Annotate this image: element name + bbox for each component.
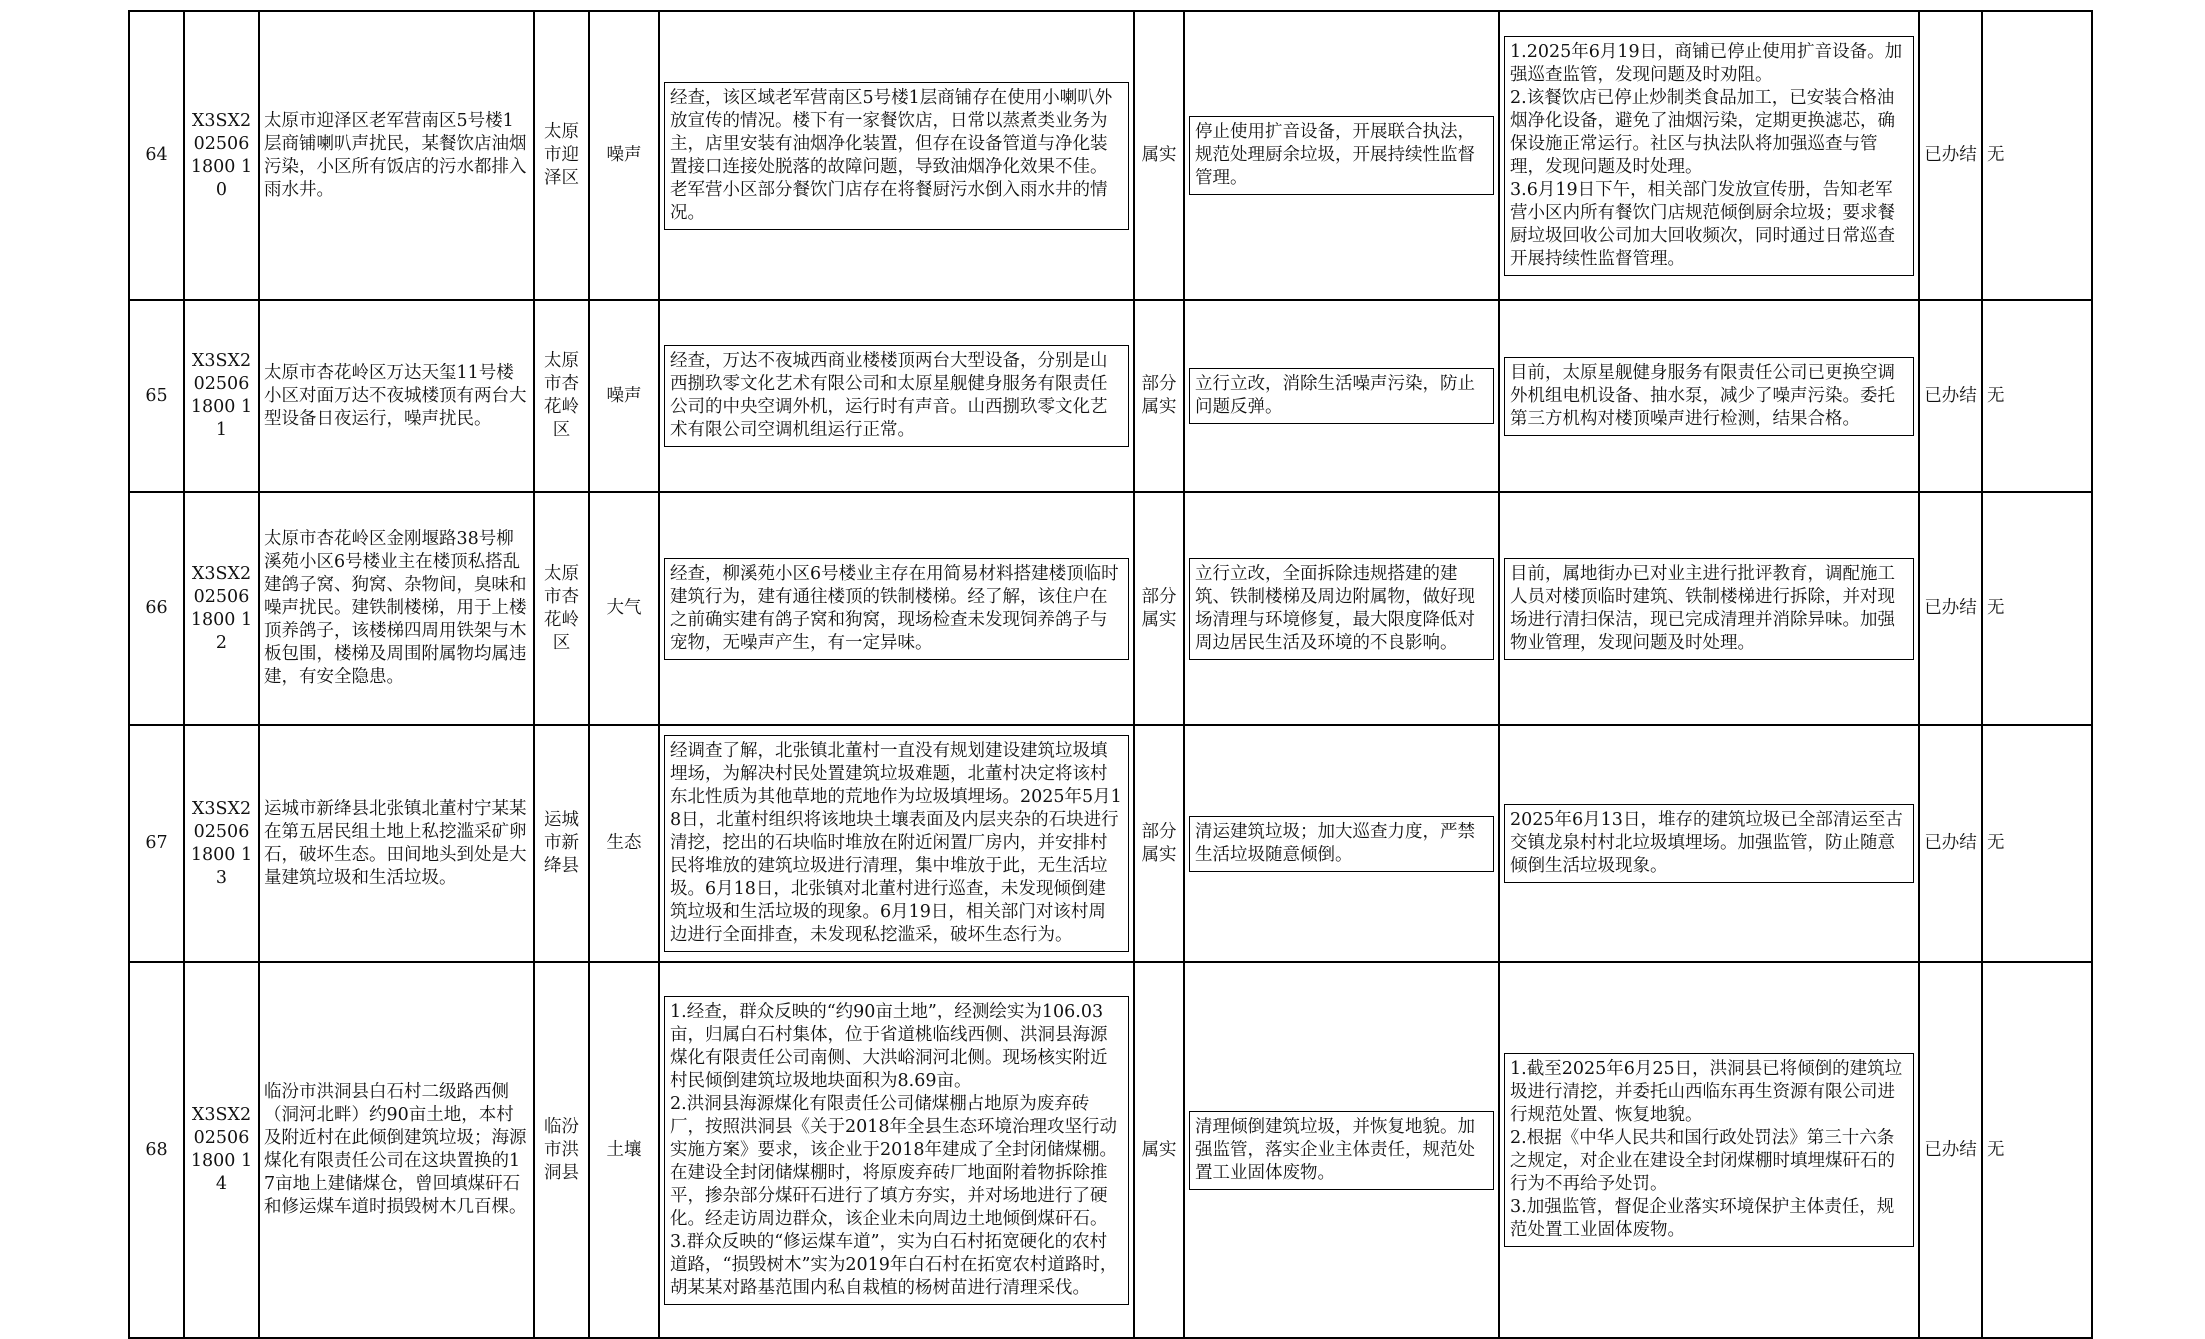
table-row: [129, 300, 2092, 492]
case-number-cell: 66: [129, 492, 184, 725]
rectification-result-cell: [1499, 725, 1919, 962]
verdict-cell: 部分属实: [1134, 300, 1184, 492]
accountability-cell: 无: [1982, 492, 2092, 725]
rectification-result-cell: [1499, 300, 1919, 492]
rectification-result-cell-text: 1.2025年6月19日，商铺已停止使用扩音设备。加强巡查监管，发现问题及时劝阻。 2.该餐饮店已停止炒制类食品加工，已安装合格油烟净化设备，避免了油烟污染，定期更换滤芯，确保设施正常运行。社区与执法队将加强巡查与管理，发现问题及时处理。 3.6月19日下午，相关部门发放宣传册，告知老军营小区内所有餐饮门店规范倾倒厨余垃圾；要求餐厨垃圾回收公司加大回收频次，同时通过日常巡查开展持续性监督管理。: [1504, 36, 1914, 276]
investigation-cell-text: 经查，柳溪苑小区6号楼业主存在用简易材料搭建楼顶临时建筑行为，建有通往楼顶的铁制楼梯。经了解，该住户在之前确实建有鸽子窝和狗窝，现场检查未发现饲养鸽子与宠物，无噪声产生，有一定异味。: [664, 558, 1129, 660]
case-code-cell: X3SX2025061800 11: [184, 300, 259, 492]
pollution-type-cell: 生态: [589, 725, 659, 962]
rectification-plan-cell: [1184, 11, 1499, 300]
verdict-cell: 属实: [1134, 11, 1184, 300]
table-row: [129, 492, 2092, 725]
investigation-cell-text: 1.经查，群众反映的“约90亩土地”，经测绘实为106.03亩，归属白石村集体，位于省道桃临线西侧、洪洞县海源煤化有限责任公司南侧、大洪峪洞河北侧。现场核实附近村民倾倒建筑垃圾地块面积为8.69亩。 2.洪洞县海源煤化有限责任公司储煤棚占地原为废弃砖厂，按照洪洞县《关于2018年全县生态环境治理攻坚行动实施方案》要求，该企业于2018年建成了全封闭储煤棚。在建设全封闭储煤棚时，将原废弃砖厂地面附着物拆除推平，掺杂部分煤矸石进行了填方夯实，并对场地进行了硬化。经走访周边群众，该企业未向周边土地倾倒煤矸石。 3.群众反映的“修运煤车道”，实为白石村拓宽硬化的农村道路，“损毁树木”实为2019年白石村在拓宽农村道路时，胡某某对路基范围内私自栽植的杨树苗进行清理采伐。: [664, 996, 1129, 1305]
status-cell: 已办结: [1919, 11, 1982, 300]
pollution-type-cell: 噪声: [589, 11, 659, 300]
pollution-type-cell: 土壤: [589, 962, 659, 1338]
case-number-cell: 64: [129, 11, 184, 300]
case-code-cell: X3SX2025061800 13: [184, 725, 259, 962]
rectification-plan-cell-text: 清理倾倒建筑垃圾，并恢复地貌。加强监管，落实企业主体责任，规范处置工业固体废物。: [1189, 1111, 1494, 1190]
investigation-cell: [659, 492, 1134, 725]
verdict-cell: 部分属实: [1134, 492, 1184, 725]
case-number-cell: 68: [129, 962, 184, 1338]
rectification-plan-cell: [1184, 300, 1499, 492]
case-code-cell: X3SX2025061800 12: [184, 492, 259, 725]
table-row: [129, 725, 2092, 962]
verdict-cell: 部分属实: [1134, 725, 1184, 962]
rectification-plan-cell: [1184, 962, 1499, 1338]
verdict-cell: 属实: [1134, 962, 1184, 1338]
district-cell: 太原市杏花岭区: [534, 492, 589, 725]
district-cell: 太原市迎泽区: [534, 11, 589, 300]
investigation-cell-text: 经调查了解，北张镇北董村一直没有规划建设建筑垃圾填埋场，为解决村民处置建筑垃圾难题，北董村决定将该村东北性质为其他草地的荒地作为垃圾填埋场。2025年5月18日，北董村组织将该地块土壤表面及内层夹杂的石块进行清挖，挖出的石块临时堆放在附近闲置厂房内，并安排村民将堆放的建筑垃圾进行清理，集中堆放于此，无生活垃圾。6月18日，北张镇对北董村进行巡查，未发现倾倒建筑垃圾和生活垃圾的现象。6月19日，相关部门对该村周边进行全面排查，未发现私挖滥采，破坏生态行为。: [664, 735, 1129, 952]
case-code-cell: X3SX2025061800 14: [184, 962, 259, 1338]
complaint-content-cell: 临汾市洪洞县白石村二级路西侧（洞河北畔）约90亩土地，本村及附近村在此倾倒建筑垃圾；海源煤化有限责任公司在这块置换的17亩地上建储煤仓，曾回填煤矸石和修运煤车道时损毁树木几百棵。: [259, 962, 534, 1338]
complaint-content-cell: 太原市迎泽区老军营南区5号楼1层商铺喇叭声扰民，某餐饮店油烟污染，小区所有饭店的污水都排入雨水井。: [259, 11, 534, 300]
investigation-cell-text: 经查，该区域老军营南区5号楼1层商铺存在使用小喇叭外放宣传的情况。楼下有一家餐饮店，日常以蒸煮类业务为主，店里安装有油烟净化装置，但存在设备管道与净化装置接口连接处脱落的故障问题，导致油烟净化效果不佳。老军营小区部分餐饮门店存在将餐厨污水倒入雨水井的情况。: [664, 82, 1129, 230]
rectification-result-cell: [1499, 492, 1919, 725]
complaint-content-cell: 太原市杏花岭区金刚堰路38号柳溪苑小区6号楼业主在楼顶私搭乱建鸽子窝、狗窝、杂物间，臭味和噪声扰民。建铁制楼梯，用于上楼顶养鸽子，该楼梯四周用铁架与木板包围，楼梯及周围附属物均属违建，有安全隐患。: [259, 492, 534, 725]
rectification-plan-cell-text: 停止使用扩音设备，开展联合执法，规范处理厨余垃圾，开展持续性监督管理。: [1189, 116, 1494, 195]
investigation-cell: [659, 11, 1134, 300]
status-cell: 已办结: [1919, 725, 1982, 962]
rectification-result-cell-text: 1.截至2025年6月25日，洪洞县已将倾倒的建筑垃圾进行清挖，并委托山西临东再生资源有限公司进行规范处置、恢复地貌。 2.根据《中华人民共和国行政处罚法》第三十六条之规定，对企业在建设全封闭煤棚时填埋煤矸石的行为不再给予处罚。 3.加强监管，督促企业落实环境保护主体责任，规范处置工业固体废物。: [1504, 1053, 1914, 1247]
table-row: [129, 962, 2092, 1338]
rectification-plan-cell-text: 立行立改，全面拆除违规搭建的建筑、铁制楼梯及周边附属物，做好现场清理与环境修复，最大限度降低对周边居民生活及环境的不良影响。: [1189, 558, 1494, 660]
rectification-result-cell: [1499, 11, 1919, 300]
pollution-type-cell: 噪声: [589, 300, 659, 492]
rectification-plan-cell: [1184, 725, 1499, 962]
complaint-content-cell: 运城市新绛县北张镇北董村宁某某在第五居民组土地上私挖滥采矿卵石，破坏生态。田间地头到处是大量建筑垃圾和生活垃圾。: [259, 725, 534, 962]
pollution-type-cell: 大气: [589, 492, 659, 725]
district-cell: 太原市杏花岭区: [534, 300, 589, 492]
investigation-cell: [659, 725, 1134, 962]
case-number-cell: 65: [129, 300, 184, 492]
rectification-result-cell-text: 目前，属地街办已对业主进行批评教育，调配施工人员对楼顶临时建筑、铁制楼梯进行拆除，并对现场进行清扫保洁，现已完成清理并消除异味。加强物业管理，发现问题及时处理。: [1504, 558, 1914, 660]
accountability-cell: 无: [1982, 962, 2092, 1338]
rectification-result-cell: [1499, 962, 1919, 1338]
accountability-cell: 无: [1982, 300, 2092, 492]
district-cell: 临汾市洪洞县: [534, 962, 589, 1338]
status-cell: 已办结: [1919, 962, 1982, 1338]
district-cell: 运城市新绛县: [534, 725, 589, 962]
status-cell: 已办结: [1919, 492, 1982, 725]
accountability-cell: 无: [1982, 11, 2092, 300]
accountability-cell: 无: [1982, 725, 2092, 962]
case-table: [128, 10, 2093, 1339]
rectification-result-cell-text: 目前，太原星舰健身服务有限责任公司已更换空调外机组电机设备、抽水泵，减少了噪声污染。委托第三方机构对楼顶噪声进行检测，结果合格。: [1504, 357, 1914, 436]
rectification-result-cell-text: 2025年6月13日，堆存的建筑垃圾已全部清运至古交镇龙泉村村北垃圾填埋场。加强监管，防止随意倾倒生活垃圾现象。: [1504, 804, 1914, 883]
complaint-content-cell: 太原市杏花岭区万达天玺11号楼小区对面万达不夜城楼顶有两台大型设备日夜运行，噪声扰民。: [259, 300, 534, 492]
rectification-plan-cell: [1184, 492, 1499, 725]
rectification-plan-cell-text: 立行立改，消除生活噪声污染，防止问题反弹。: [1189, 368, 1494, 424]
table-row: [129, 11, 2092, 300]
investigation-cell-text: 经查，万达不夜城西商业楼楼顶两台大型设备，分别是山西捌玖零文化艺术有限公司和太原星舰健身服务有限责任公司的中央空调外机，运行时有声音。山西捌玖零文化艺术有限公司空调机组运行正常。: [664, 345, 1129, 447]
investigation-cell: [659, 300, 1134, 492]
case-number-cell: 67: [129, 725, 184, 962]
case-code-cell: X3SX2025061800 10: [184, 11, 259, 300]
status-cell: 已办结: [1919, 300, 1982, 492]
rectification-plan-cell-text: 清运建筑垃圾；加大巡查力度，严禁生活垃圾随意倾倒。: [1189, 816, 1494, 872]
investigation-cell: [659, 962, 1134, 1338]
